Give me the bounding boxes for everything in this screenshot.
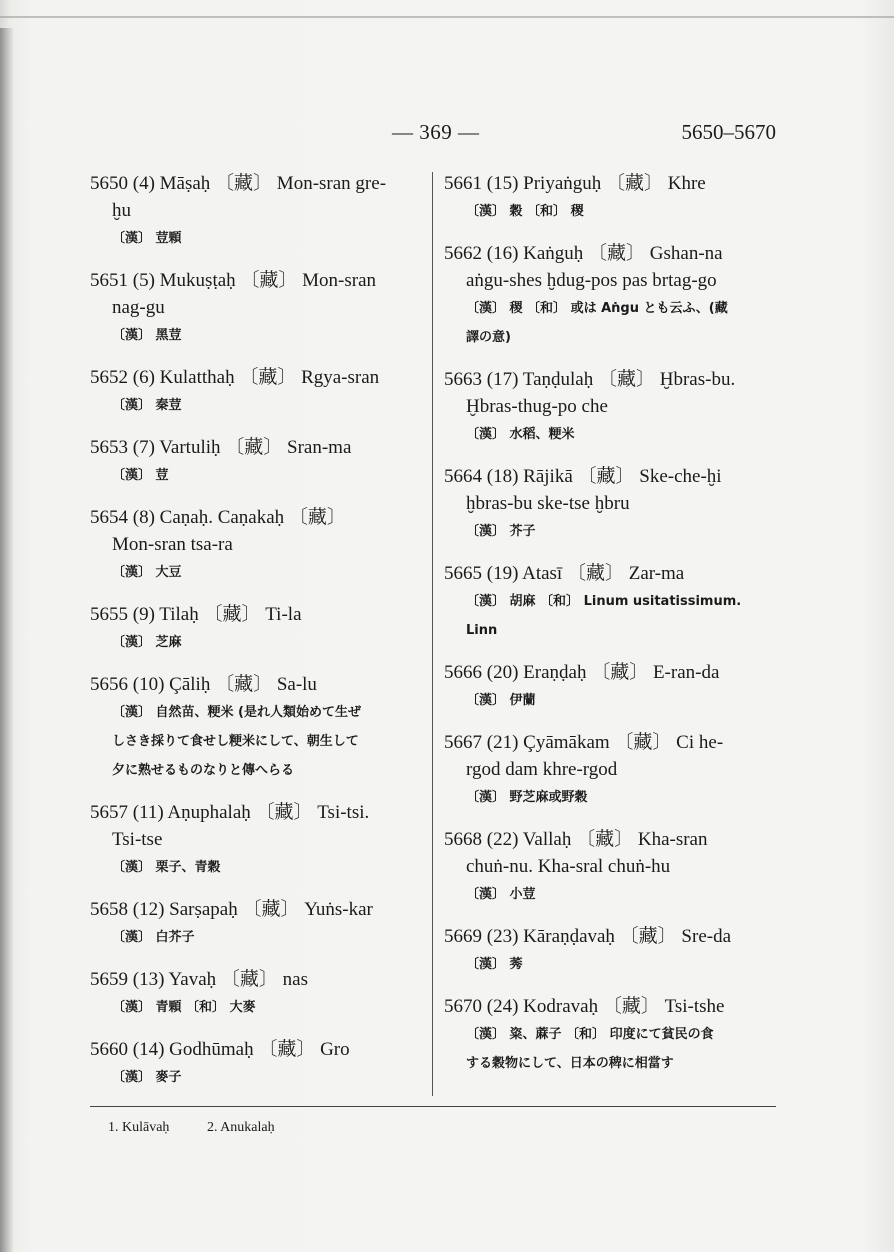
dictionary-entry	[90, 364, 422, 420]
dictionary-entry	[444, 170, 778, 226]
book-spine-shadow	[0, 28, 14, 1252]
dictionary-entry	[444, 826, 778, 909]
entry-headword-line: 5664 (18) Rājikā 〔藏〕 Ske-che-ḫi	[444, 466, 722, 487]
entry-headword-line: 5651 (5) Mukuṣṭaḥ 〔藏〕 Mon-sran	[90, 270, 377, 291]
chinese-gloss: 〔漢〕 秦荳	[112, 398, 182, 413]
chinese-gloss-line: する穀物にして、日本の稗に相當す	[466, 1056, 674, 1071]
chinese-gloss: 〔漢〕 水稻、粳米	[466, 427, 575, 442]
chinese-gloss: 〔漢〕 荳	[112, 468, 169, 483]
chinese-gloss: 〔漢〕 伊蘭	[466, 693, 536, 708]
footnote-2: 2. Anukalaḥ	[206, 1120, 275, 1135]
dictionary-entry	[90, 267, 422, 350]
dictionary-entry	[90, 896, 422, 952]
chinese-gloss: 〔漢〕 芥子	[466, 524, 536, 539]
chinese-gloss-line: しさき採りて食せし粳米にして、朝生して	[112, 734, 359, 749]
entry-continuation-line: nag-gu	[112, 297, 165, 318]
chinese-gloss: 〔漢〕 白芥子	[112, 930, 195, 945]
entry-headword-line: 5654 (8) Caṇaḥ. Caṇakaḥ 〔藏〕	[90, 507, 346, 528]
entry-headword-line: 5661 (15) Priyaṅguḥ 〔藏〕 Khre	[444, 173, 706, 194]
dictionary-entry	[90, 170, 422, 253]
entry-headword-line: 5660 (14) Godhūmaḥ 〔藏〕 Gro	[90, 1039, 350, 1060]
entry-continuation-line: chuṅ-nu. Kha-sral chuṅ-hu	[466, 856, 671, 877]
entry-headword-line: 5659 (13) Yavaḥ 〔藏〕 nas	[90, 969, 308, 990]
entry-headword-line: 5656 (10) Çāliḥ 〔藏〕 Sa-lu	[90, 674, 317, 695]
dictionary-entry	[444, 463, 778, 546]
dictionary-entry	[90, 504, 422, 587]
dictionary-entry	[90, 1036, 422, 1092]
footnote-1: 1. Kulāvaḥ	[108, 1120, 170, 1135]
dictionary-entry	[90, 799, 422, 882]
entry-continuation-line: Ḫbras-thug-po che	[466, 396, 608, 417]
entry-headword-line: 5655 (9) Tilaḥ 〔藏〕 Ti-la	[90, 604, 302, 625]
dictionary-entry	[444, 659, 778, 715]
entry-headword-line: 5666 (20) Eraṇḍaḥ 〔藏〕 E-ran-da	[444, 662, 720, 683]
chinese-gloss-line: 〔漢〕 粢、蔴子 〔和〕 印度にて貧民の食	[466, 1027, 714, 1042]
chinese-gloss: 〔漢〕 麥子	[112, 1070, 182, 1085]
chinese-gloss: 〔漢〕 荳顆	[112, 231, 182, 246]
entry-continuation-line: Mon-sran tsa-ra	[112, 534, 233, 555]
chinese-gloss: 〔漢〕 大豆	[112, 565, 182, 580]
dictionary-entry	[444, 729, 778, 812]
top-edge-line	[0, 16, 894, 18]
entry-continuation-line: rgod dam khre-rgod	[466, 759, 618, 780]
entry-headword-line: 5662 (16) Kaṅguḥ 〔藏〕 Gshan-na	[444, 243, 723, 264]
entry-headword-line: 5657 (11) Aṇuphalaḥ 〔藏〕 Tsi-tsi.	[90, 802, 370, 823]
column-divider	[432, 172, 433, 1096]
dictionary-entry	[90, 966, 422, 1022]
chinese-gloss-line: 〔漢〕 稷 〔和〕 或は Aṅgu とも云ふ、(藏	[466, 301, 728, 316]
chinese-gloss-line: 〔漢〕 胡麻 〔和〕 Linum usitatissimum.	[466, 594, 742, 609]
dictionary-entry	[90, 671, 422, 785]
chinese-gloss-line: 〔漢〕 自然苗、粳米 (是れ人類始めて生ぜ	[112, 705, 361, 720]
page-number: — 369 —	[392, 120, 480, 144]
entry-continuation-line: aṅgu-shes ḫdug-pos pas brtag-go	[466, 270, 717, 291]
entry-headword-line: 5650 (4) Māṣaḥ 〔藏〕 Mon-sran gre-	[90, 173, 387, 194]
entry-headword-line: 5665 (19) Atasī 〔藏〕 Zar-ma	[444, 563, 685, 584]
chinese-gloss-line: 夕に熟せるものなりと傳へらる	[112, 763, 295, 778]
entry-headword-line: 5653 (7) Vartuliḥ 〔藏〕 Sran-ma	[90, 437, 352, 458]
chinese-gloss: 〔漢〕 小荳	[466, 887, 536, 902]
footnote-rule	[90, 1106, 776, 1107]
chinese-gloss: 〔漢〕 芝麻	[112, 635, 182, 650]
chinese-gloss: 〔漢〕 栗子、青穀	[112, 860, 221, 875]
chinese-gloss: 〔漢〕 野芝麻或野穀	[466, 790, 588, 805]
entry-headword-line: 5667 (21) Çyāmākam 〔藏〕 Ci he-	[444, 732, 724, 753]
entry-continuation-line: ḫu	[112, 200, 131, 221]
chinese-gloss-line: 譯の意)	[466, 330, 511, 345]
entry-continuation-line: ḫbras-bu ske-tse ḫbru	[466, 493, 630, 514]
dictionary-entry	[444, 560, 778, 645]
dictionary-entry	[444, 993, 778, 1078]
chinese-gloss: 〔漢〕 青顆 〔和〕 大麥	[112, 1000, 256, 1015]
left-column	[90, 170, 422, 1106]
entry-range: 5650–5670	[681, 120, 776, 144]
chinese-gloss-line: Linn	[466, 623, 498, 638]
right-column	[444, 170, 778, 1092]
dictionary-entry	[90, 434, 422, 490]
chinese-gloss: 〔漢〕 莠	[466, 957, 523, 972]
entry-continuation-line: Tsi-tse	[112, 829, 163, 850]
footnotes	[108, 1120, 309, 1136]
entry-headword-line: 5652 (6) Kulatthaḥ 〔藏〕 Rgya-sran	[90, 367, 380, 388]
dictionary-entry	[444, 923, 778, 979]
dictionary-entry	[444, 240, 778, 352]
chinese-gloss: 〔漢〕 黑荳	[112, 328, 182, 343]
entry-headword-line: 5658 (12) Sarṣapaḥ 〔藏〕 Yuṅs-kar	[90, 899, 373, 920]
chinese-gloss: 〔漢〕 穀 〔和〕 稷	[466, 204, 584, 219]
entry-headword-line: 5669 (23) Kāraṇḍavaḥ 〔藏〕 Sre-da	[444, 926, 732, 947]
entry-headword-line: 5663 (17) Taṇḍulaḥ 〔藏〕 Ḫbras-bu.	[444, 369, 736, 390]
dictionary-entry	[90, 601, 422, 657]
dictionary-entry	[444, 366, 778, 449]
entry-headword-line: 5668 (22) Vallaḥ 〔藏〕 Kha-sran	[444, 829, 708, 850]
entry-headword-line: 5670 (24) Kodravaḥ 〔藏〕 Tsi-tshe	[444, 996, 725, 1017]
